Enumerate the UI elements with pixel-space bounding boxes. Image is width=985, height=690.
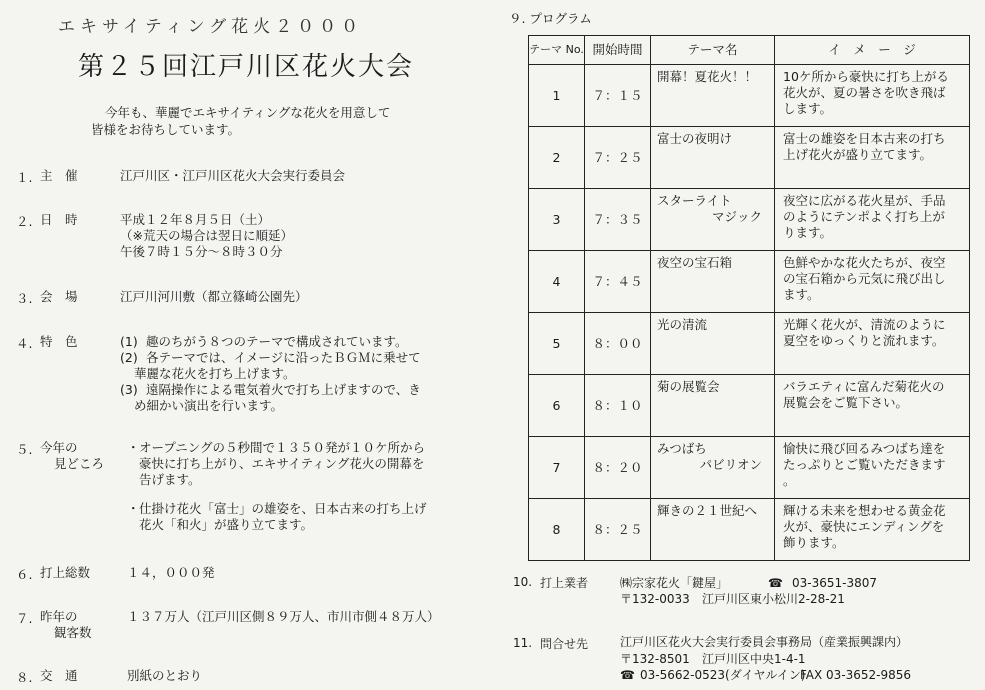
- theme-name: [651, 127, 775, 189]
- section-5-label-line-2: 見どころ: [54, 456, 105, 471]
- start-time: ８：００: [585, 313, 651, 375]
- inquiry-fax: FAX 03-3652-9856: [800, 668, 912, 682]
- program-table-header: [529, 36, 970, 65]
- theme-image: 輝ける未来を想わせる黄金花 火が、豪快にエンディングを 飾ります。: [775, 499, 970, 561]
- theme-name-line-1: みつばち: [657, 441, 707, 456]
- section-7-number: ７.: [16, 611, 33, 626]
- theme-no: 4: [529, 251, 585, 313]
- section-7-label-line-1: 昨年の: [40, 609, 78, 624]
- section-8-value: 別紙のとおり: [127, 668, 203, 683]
- feature-2-text-line-2: 華麗な花火を打ち上げます。: [134, 366, 296, 381]
- telephone-icon: ☎: [768, 576, 783, 590]
- theme-image: 色鮮やかな花火たちが、夜空 の宝石箱から元気に飛び出し ます。: [775, 251, 970, 313]
- section-5-label-line-1: 今年の: [40, 440, 78, 455]
- feature-1-text: 趣のちがう８つのテーマで構成されています。: [146, 334, 408, 349]
- section-5-number: ５.: [16, 442, 33, 457]
- theme-name: [651, 189, 775, 251]
- table-row: [529, 499, 970, 561]
- section-2-number: ２.: [16, 214, 33, 229]
- section-8-number: ８.: [16, 670, 33, 685]
- inquiry-postal: 〒132-8501: [620, 652, 690, 666]
- column-theme-name: テーマ名: [651, 36, 775, 65]
- section-10-label: 打上業者: [540, 576, 589, 590]
- theme-no: 1: [529, 65, 585, 127]
- start-time: ７：３５: [585, 189, 651, 251]
- section-8-label: 交 通: [40, 668, 78, 683]
- theme-image: 富士の雄姿を日本古来の打ち 上げ花火が盛り立てます。: [775, 127, 970, 189]
- theme-no: 2: [529, 127, 585, 189]
- intro-line-1: 今年も、華麗でエキサイティングな花火を用意して: [105, 105, 391, 120]
- section-7-value: １３７万人（江戸川区側８９万人、市川市側４８万人）: [127, 609, 440, 624]
- page-title: 第２５回江戸川区花火大会: [78, 52, 415, 82]
- section-3-value: 江戸川河川敷（都立篠崎公園先）: [120, 289, 308, 304]
- section-1-label: 主 催: [40, 168, 78, 183]
- theme-image: 愉快に飛び回るみつばち達を たっぷりとご覧いただきます 。: [775, 437, 970, 499]
- inquiry-phone: 03-5662-0523(ダイヤルイン): [640, 668, 806, 682]
- start-time: ８：２０: [585, 437, 651, 499]
- feature-3-text-line-1: 遠隔操作による電気着火で打ち上げますので、き: [146, 382, 421, 397]
- feature-2-text-line-1: 各テーマでは、イメージに沿ったＢＧＭに乗せて: [146, 350, 421, 365]
- theme-name: [651, 251, 775, 313]
- table-row: [529, 127, 970, 189]
- highlight-1-bullet: ・: [127, 440, 140, 455]
- theme-image: 10ケ所から豪快に打ち上がる 花火が、夏の暑さを吹き飛ば します。: [775, 65, 970, 127]
- column-theme-no: テーマ No.: [529, 36, 585, 65]
- section-11-number: 11.: [513, 636, 533, 650]
- section-7-label-line-2: 観客数: [54, 625, 92, 640]
- table-row: [529, 313, 970, 375]
- program-table: [528, 35, 970, 561]
- theme-name: [651, 375, 775, 437]
- highlight-2-bullet: ・: [127, 501, 140, 516]
- section-10-number: 10.: [513, 575, 533, 589]
- section-3-label: 会 場: [40, 289, 78, 304]
- start-time: ７：２５: [585, 127, 651, 189]
- start-time: ７：４５: [585, 251, 651, 313]
- telephone-icon: ☎: [620, 668, 635, 682]
- theme-name-line-1: 開幕！夏花火！！: [657, 69, 758, 84]
- theme-name-line-1: 富士の夜明け: [657, 131, 733, 146]
- theme-no: 6: [529, 375, 585, 437]
- table-row: [529, 65, 970, 127]
- theme-name: [651, 65, 775, 127]
- section-4-label: 特 色: [40, 334, 78, 349]
- feature-2-number: (2): [120, 350, 138, 365]
- theme-name-line-1: 夜空の宝石箱: [657, 255, 733, 270]
- table-row: [529, 437, 970, 499]
- intro-line-2: 皆様をお待ちしています。: [91, 122, 241, 137]
- theme-name-line-2: マジック: [711, 209, 762, 224]
- theme-name-line-1: 光の清流: [657, 317, 708, 332]
- table-row: [529, 251, 970, 313]
- column-start-time: 開始時間: [585, 36, 651, 65]
- inquiry-address: 江戸川区中央1-4-1: [702, 652, 806, 666]
- section-11-label: 問合せ先: [540, 637, 589, 651]
- theme-image: バラエティに富んだ菊花火の 展覧会をご覧下さい。: [775, 375, 970, 437]
- theme-name-line-1: 菊の展覧会: [657, 379, 720, 394]
- feature-3-text-line-2: め細かい演出を行います。: [134, 398, 284, 413]
- highlight-2-line-2: 花火「和火」が盛り立てます。: [139, 517, 314, 532]
- section-2-time: 午後７時１５分～８時３０分: [120, 244, 283, 259]
- section-2-label: 日 時: [40, 212, 78, 227]
- contractor-postal: 〒132-0033: [620, 592, 690, 606]
- section-3-number: ３.: [16, 291, 33, 306]
- feature-1-number: (1): [120, 334, 138, 349]
- theme-name-line-2: パビリオン: [699, 457, 762, 472]
- theme-image: 光輝く花火が、清流のように 夏空をゆっくりと流れます。: [775, 313, 970, 375]
- table-row: [529, 375, 970, 437]
- theme-name: [651, 437, 775, 499]
- section-1-number: １.: [16, 170, 33, 185]
- event-subtitle: エキサイティング花火２０００: [58, 17, 364, 37]
- section-6-number: ６.: [16, 567, 33, 582]
- program-heading: ９. プログラム: [509, 11, 592, 26]
- contractor-address: 江戸川区東小松川2-28-21: [702, 592, 845, 606]
- table-row: [529, 189, 970, 251]
- section-6-label: 打上総数: [40, 565, 91, 580]
- contractor-name: ㈱宗家花火「鍵屋」: [620, 576, 729, 590]
- theme-no: 5: [529, 313, 585, 375]
- section-4-number: ４.: [16, 336, 33, 351]
- theme-no: 8: [529, 499, 585, 561]
- highlight-1-line-3: 告げます。: [139, 472, 201, 487]
- highlight-2-line-1: 仕掛け花火「富士」の雄姿を、日本古来の打ち上げ: [139, 501, 427, 516]
- highlight-1-line-1: オープニングの５秒間で１３５０発が１０ケ所から: [139, 440, 426, 455]
- start-time: ８：２５: [585, 499, 651, 561]
- theme-name-line-1: スターライト: [657, 193, 732, 208]
- theme-no: 7: [529, 437, 585, 499]
- theme-name-line-1: 輝きの２１世紀へ: [657, 503, 758, 518]
- start-time: ７：１５: [585, 65, 651, 127]
- inquiry-organization: 江戸川区花火大会実行委員会事務局（産業振興課内）: [620, 635, 909, 649]
- column-image: イ メ ー ジ: [775, 36, 970, 65]
- section-1-value: 江戸川区・江戸川区花火大会実行委員会: [120, 168, 346, 183]
- section-6-value: １４，０００発: [127, 565, 215, 580]
- theme-image: 夜空に広がる花火星が、手品 のようにテンポよく打ち上が ります。: [775, 189, 970, 251]
- theme-name: [651, 313, 775, 375]
- theme-no: 3: [529, 189, 585, 251]
- start-time: ８：１０: [585, 375, 651, 437]
- theme-name: [651, 499, 775, 561]
- section-2-date: 平成１２年８月５日（土）: [120, 212, 271, 227]
- contractor-phone: 03-3651-3807: [792, 576, 878, 590]
- highlight-1-line-2: 豪快に打ち上がり、エキサイティング花火の開幕を: [139, 456, 425, 471]
- feature-3-number: (3): [120, 382, 138, 397]
- section-2-rain-note: （※荒天の場合は翌日に順延）: [120, 228, 293, 243]
